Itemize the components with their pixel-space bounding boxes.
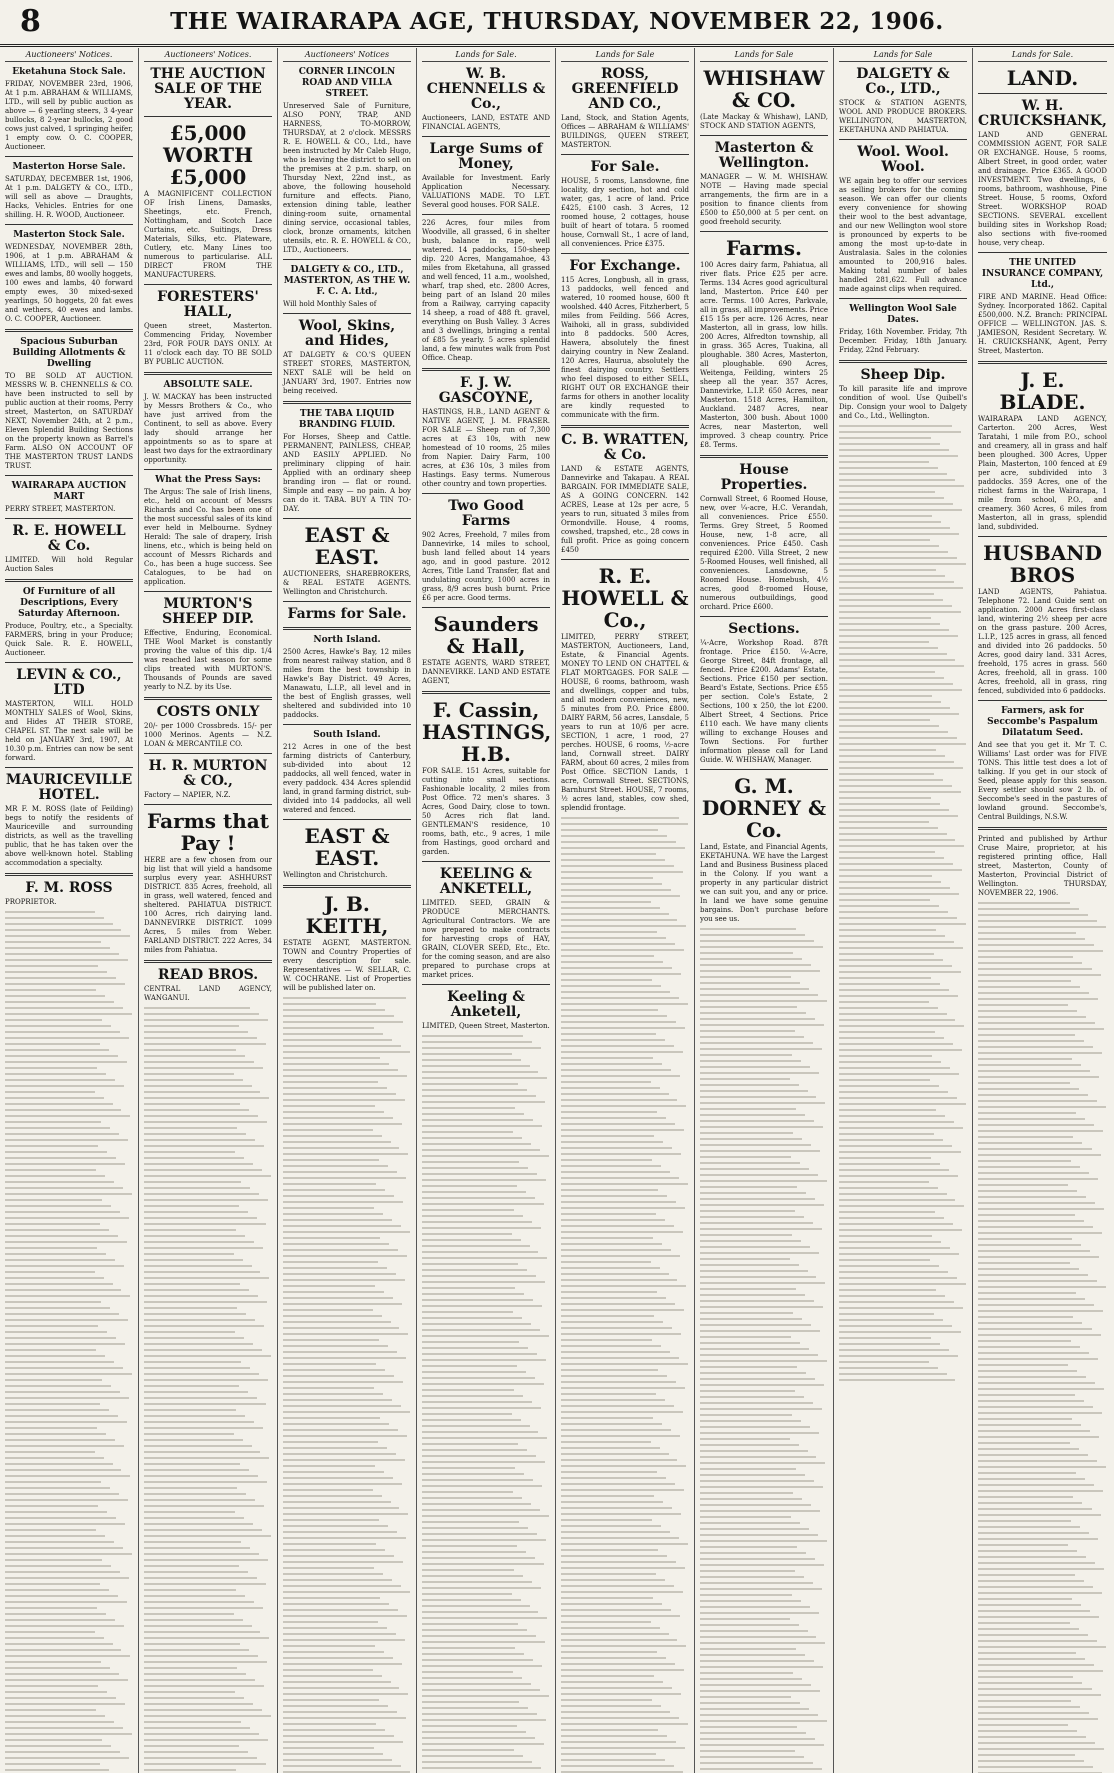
ad-body: WAIRARAPA LAND AGENCY, Carterton. 200 Acres, West Taratahi, 1 mile from P.O., school and creamery, all in grass and half been ploughed. 300 Acres, Upper Plain, Masterton, 100 fenced at £9 per acre, subdivided into 3 paddocks. 359 Acres, one of the richest farms in the Wairarapa, 1 mile from school, P.O., and creamery. 360 Acres, 6 miles from Masterton, all in grass, splendid land, subdivided. bbox=[978, 415, 1107, 531]
ad-heading: F. J. W. GASCOYNE, bbox=[438, 375, 534, 406]
text-filler bbox=[839, 425, 967, 1381]
advertisement bbox=[144, 597, 272, 692]
ad-body: Produce, Poultry, etc., a Specialty. FARMERS, bring in your Produce; Quick Sale. R. E. HOWELL, Auctioneer. bbox=[5, 622, 133, 657]
divider bbox=[5, 156, 133, 157]
advertisement bbox=[422, 376, 550, 489]
ad-heading: South Island. bbox=[313, 730, 381, 740]
divider bbox=[422, 136, 550, 137]
ad-heading: THE AUCTION SALE OF THE YEAR. bbox=[150, 66, 266, 112]
ad-body: A MAGNIFICENT COLLECTION OF Irish Linens, Damasks, Sheetings, etc. French, Nottingham, and Scotch Lace Curtains, etc. Suitings, Dress Materials, Silks, etc. Plateware, Cutlery, etc. Many Lines too numerous to particularise. ALL DIRECT FROM THE MANUFACTURERS. bbox=[144, 190, 272, 279]
divider bbox=[283, 601, 411, 602]
column-3 bbox=[278, 48, 417, 1773]
advertisement bbox=[978, 542, 1107, 696]
divider bbox=[422, 607, 550, 608]
ad-heading: House Properties. bbox=[720, 462, 808, 493]
divider bbox=[561, 425, 689, 428]
ad-heading: DALGETY & CO., LTD., MASTERTON, AS THE W. F. C. A. Ltd., bbox=[283, 265, 411, 297]
ad-heading: READ BROS. bbox=[157, 967, 259, 983]
divider bbox=[700, 455, 828, 458]
ad-heading: LAND. bbox=[1006, 66, 1079, 90]
ad-heading: HUSBAND BROS bbox=[983, 541, 1102, 587]
column-header: Lands for Sale bbox=[561, 50, 689, 62]
ad-heading: Wellington Wool Sale Dates. bbox=[849, 304, 957, 325]
masthead bbox=[0, 0, 1114, 47]
ad-body: Available for Investment. Early Application Necessary. VALUATIONS MADE. TO LET. Several good houses. FOR SALE. bbox=[422, 174, 550, 209]
ad-body: HERE are a few chosen from our big list that will yield a handsome surplus every year. ASHHURST DISTRICT. 835 Acres, freehold, all in grass, well watered, fenced and sheltered. PAHIATUA DISTRICT. 100 Acres, rich dairying land. DANNEVIRKE DISTRICT. 1099 Acres, 5 miles from Weber. FARLAND DISTRICT. 222 Acres, 34 miles from Pahiatua. bbox=[144, 856, 272, 954]
ad-body: MR F. M. ROSS (late of Feilding) begs to notify the residents of Mauriceville and surrounding districts, as well as the travelling public, that he has taken over the above well-known hotel. Stabling accommodation a specialty. bbox=[5, 805, 133, 867]
column-6 bbox=[695, 48, 834, 1773]
column-5 bbox=[556, 48, 695, 1773]
divider bbox=[978, 93, 1107, 94]
advertisement bbox=[5, 337, 133, 471]
advertisement bbox=[561, 565, 689, 813]
advertisement bbox=[5, 668, 133, 763]
divider bbox=[283, 518, 411, 519]
divider bbox=[839, 298, 967, 299]
divider bbox=[144, 469, 272, 470]
ad-heading: Farms for Sale. bbox=[287, 606, 407, 622]
ad-body: LAND AGENTS, Pahiatua. Telephone 72. Land Guide sent on application. 2000 Acres first-class land, wintering 2½ sheep per acre on the grass pasture. 200 Acres, L.I.P., 125 acres in grass, all fenced and divided into 26 paddocks. 50 Acres, good dairy land. 331 Acres, freehold, 175 acres in grass. 560 Acres, freehold, all in grass. 100 Acres, freehold, all in grass, ring fenced, subdivided into 6 paddocks. bbox=[978, 588, 1107, 695]
ad-body: 212 Acres in one of the best farming districts of Canterbury, sub-divided into about 12 paddocks, all well fenced, water in every paddock. 434 Acres splendid land, in grand farming district, sub-divided into 14 paddocks, all well watered and fenced. bbox=[283, 743, 411, 814]
ad-body: 902 Acres, Freehold, 7 miles from Dannevirke, 14 miles to school, bush land felled about 14 years ago, and in good pasture. 2012 Acres, Title Land Transfer, flat and undulating country, 1000 acres in grass, 8/9 acres bush burnt. Price £6 per acre. Good terms. bbox=[422, 531, 550, 602]
advertisement bbox=[422, 867, 550, 980]
advertisement bbox=[978, 706, 1107, 822]
ad-heading: G. M. DORNEY & Co. bbox=[701, 774, 827, 842]
advertisement bbox=[283, 635, 411, 720]
ad-heading: Farmers, ask for Seccombe's Paspalum Dilatatum Seed. bbox=[987, 706, 1098, 738]
ad-heading: THE TABA LIQUID BRANDING FLUID. bbox=[298, 409, 396, 430]
column-header: Lands for Sale bbox=[700, 50, 828, 62]
divider bbox=[700, 135, 828, 136]
ad-body: LIMITED. Will hold Regular Auction Sales bbox=[5, 556, 133, 573]
ad-body: Auctioneers, LAND, ESTATE AND FINANCIAL AGENTS, bbox=[422, 114, 550, 131]
advertisement bbox=[5, 230, 133, 324]
divider bbox=[144, 284, 272, 285]
newspaper-title: THE WAIRARAPA AGE, THURSDAY, NOVEMBER 22, 1906. bbox=[170, 8, 944, 35]
advertisement bbox=[700, 237, 828, 450]
ad-heading: COSTS ONLY bbox=[156, 704, 260, 720]
ad-heading: WAIRARAPA AUCTION MART bbox=[11, 481, 127, 502]
advertisement bbox=[561, 433, 689, 555]
advertisement bbox=[839, 67, 967, 135]
advertisement bbox=[422, 990, 550, 1031]
divider bbox=[5, 475, 133, 476]
advertisement bbox=[978, 99, 1107, 248]
advertisement bbox=[978, 835, 1107, 898]
ad-body: Will hold Monthly Sales of bbox=[283, 300, 377, 308]
column-header: Auctioneers' Notices. bbox=[5, 50, 133, 62]
column-1 bbox=[0, 48, 139, 1773]
divider bbox=[5, 662, 133, 663]
advertisement bbox=[144, 475, 272, 587]
ad-heading: Spacious Suburban Building Allotments & Dwelling bbox=[12, 337, 126, 369]
ad-heading: Farms. bbox=[726, 236, 802, 260]
divider bbox=[144, 960, 272, 963]
advertisement bbox=[283, 730, 411, 815]
ad-body: 115 Acres, Longbush, all in grass, 13 paddocks, well fenced and watered, 10 roomed house, 600 ft woolshed. 440 Acres, Fitzherbert, 5 miles from Feilding. 566 Acres, Waihoki, all in grass, subdivided into 8 paddocks. 500 Acres, Hawera, absolutely the finest dairying country in New Zealand. 120 Acres, Haurua, absolutely the finest dairying country. Settlers who feel disposed to either SELL, RIGHT OUT OR EXCHANGE their farms for others in another locality are kindly requested to communicate with the firm. bbox=[561, 276, 689, 419]
ad-body: STOCK & STATION AGENTS, WOOL AND PRODUCE BROKERS. WELLINGTON, MASTERTON, EKETAHUNA AND PAHIATUA. bbox=[839, 99, 967, 134]
divider bbox=[422, 861, 550, 862]
column-header: Lands for Sale bbox=[839, 50, 967, 62]
advertisement bbox=[144, 122, 272, 280]
ad-heading: FORESTERS' HALL, bbox=[157, 289, 259, 320]
advertisement bbox=[5, 67, 133, 152]
column-4 bbox=[417, 48, 556, 1773]
ad-heading: KEELING & ANKETELL, bbox=[439, 866, 533, 897]
advertisement bbox=[144, 380, 272, 465]
ad-heading: Sheep Dip. bbox=[860, 367, 946, 383]
ad-body: To kill parasite life and improve condition of wool. Use Quibell's Dip. Consign your wool to Dalgety and Co., Ltd., Wellington. bbox=[839, 385, 967, 420]
ad-heading: Sections. bbox=[728, 621, 800, 637]
divider bbox=[422, 493, 550, 494]
ad-body: Cornwall Street, 6 Roomed House, new, over ¼-acre, H.C. Verandah, all conveniences. Price £550. Terms. Grey Street, 5 Roomed House, new, 1-8 acre, all conveniences. Price £450. Cash required £200. Villa Street, 2 new 5-Roomed Houses, well finished, all conveniences. Lansdowne, 5 Roomed House. Homebush, 4½ acres, good 8-roomed House, numerous outbuildings, good orchard. Price £600. bbox=[700, 495, 828, 611]
advertisement bbox=[5, 524, 133, 574]
ad-heading: £5,000 WORTH £5,000 bbox=[163, 121, 253, 189]
ad-body: CENTRAL LAND AGENCY, WANGANUI. bbox=[144, 985, 272, 1002]
column-header: Auctioneers' Notices. bbox=[144, 50, 272, 62]
ad-body: PROPRIETOR. bbox=[5, 898, 57, 906]
ad-body: Effective, Enduring, Economical. THE Wool Market is constantly proving the value of this dip. 1/4 was reached last season for some clips treated with MURTON'S. Thousands of Pounds are saved yearly to N.Z. by its Use. bbox=[144, 629, 272, 691]
ad-heading: Of Furniture of all Descriptions, Every Saturday Afternoon. bbox=[18, 587, 120, 619]
divider bbox=[144, 804, 272, 805]
advertisement bbox=[561, 67, 689, 150]
ad-body: Wellington and Christchurch. bbox=[283, 871, 388, 879]
ad-body: ¼-Acre, Workshop Road. 87ft frontage. Price £150. ¼-Acre, George Street, 84ft frontage, all fenced. Price £200. Adams' Estate, Sections. Price £150 per section. Beard's Estate, Sections. Price £55 per section. Cole's Estate, 2 Sections, 100 x 250, the lot £200. Albert Street, 4 Sections. Price £110 each. We have many clients willing to exchange Houses and Town Sections. For further information please call for Land Guide. W. WHISHAW, Manager. bbox=[700, 639, 828, 764]
ad-heading: EAST & EAST. bbox=[304, 523, 390, 569]
advertisement bbox=[978, 369, 1107, 532]
ad-body: HOUSE, 5 rooms, Lansdowne, fine locality, dry section, hot and cold water, gas, 1 acre of land. Price £425, £100 cash. 3 Acres, 12 roomed house, 2 cottages, house built of heart of totara. 5 roomed house, Cornwall St., 1 acre of land, all conveniences. Price £375. bbox=[561, 177, 689, 248]
ad-heading: For Exchange. bbox=[569, 258, 681, 274]
ad-body: 226 Acres, four miles from Woodville, all grassed, 6 in shelter bush, balance in rape, well watered. 14 paddocks, 150-sheep dip. 220 Acres, Mangamahoe, 43 miles from Eketahuna, all grassed and well fenced, 11 a.m., woolshed, wharf, trap shed, etc. 2800 Acres, being part of an Island 20 miles from a Railway, carrying capacity 14 sheep, a road of 488 ft. gravel, everything on Bush Valley. 3 Acres and 3 dwellings, bringing a rental of £85 5s yearly. 5 acres splendid land, a few minutes walk from Post Office. Cheap. bbox=[422, 219, 550, 362]
ad-heading: Masterton Horse Sale. bbox=[12, 162, 126, 172]
ad-heading: C. B. WRATTEN, & Co. bbox=[561, 432, 689, 463]
ad-heading: Saunders & Hall, bbox=[433, 612, 539, 658]
ad-heading: ABSOLUTE SALE. bbox=[163, 380, 253, 390]
advertisement bbox=[283, 825, 411, 880]
divider bbox=[561, 559, 689, 560]
advertisement bbox=[5, 587, 133, 658]
ad-body: Unreserved Sale of Furniture, ALSO PONY, TRAP, AND HARNESS, TO-MORROW, THURSDAY, at 2 o'clock. MESSRS R. E. HOWELL & CO., Ltd., have been instructed by Mr Caleb Hugo, who is leaving the district to sell on the premises at 2 p.m. sharp, on Thursday Next, 22nd inst., as above, the following household furniture and effects. Piano, extension dining table, leather dining-room suite, ornamental dining service, occasional tables, clock, bronze ornaments, kitchen utensils, etc. R. E. HOWELL & CO., LTD., Auctioneers. bbox=[283, 102, 411, 254]
ad-body: FOR SALE. 151 Acres, suitable for cutting into small sections. Fashionable locality, 2 miles from Post Office. 72 men's shares. 3 Acres, Good Dairy, close to town. 50 Acres rich flat land. GENTLEMAN'S residence, 10 rooms, bath, etc., 9 acres, 1 mile from Hastings, good orchard and garden. bbox=[422, 767, 550, 856]
ad-heading: Wool, Skins, and Hides, bbox=[298, 318, 396, 349]
divider bbox=[700, 616, 828, 617]
ad-heading: R. E. HOWELL & Co. bbox=[12, 523, 126, 554]
divider bbox=[700, 231, 828, 232]
ad-heading: J. B. KEITH, bbox=[305, 892, 389, 938]
divider bbox=[839, 360, 967, 363]
divider bbox=[144, 591, 272, 592]
divider bbox=[422, 984, 550, 985]
divider bbox=[422, 214, 550, 215]
ad-body: Land, Stock, and Station Agents, Offices — ABRAHAM & WILLIAMS' BUILDINGS, QUEEN STREET, MASTERTON. bbox=[561, 114, 689, 149]
ad-body: LIMITED, PERRY STREET, MASTERTON, Auctioneers, Land, Estate, & Financial Agents. MONEY TO LEND ON CHATTEL & FLAT MORTGAGES. FOR SALE — HOUSE, 6 rooms, bathroom, wash and dwellings, copper and tubs, and all modern conveniences, new, 5 minutes from P.O. Price £800. DAIRY FARM, 56 acres, Lansdale, 5 years to run at 10/6 per acre. SECTION, 1 acre, 1 rood, 27 perches. HOUSE, 6 rooms, ½-acre land, Cornwall street. DAIRY FARM, about 60 acres, 2 miles from Post Office. SECTION Lands, 1 acre, Cornwall Street. SECTIONS, Barnhurst Street. HOUSE, 7 rooms, ½ acres land, stables, cow shed, splendid frontage. bbox=[561, 633, 689, 812]
advertisement bbox=[561, 259, 689, 420]
ad-body: Friday, 16th November. Friday, 7th December. Friday, 18th January. Friday, 22nd February. bbox=[839, 328, 967, 354]
divider bbox=[978, 827, 1107, 830]
advertisement bbox=[5, 481, 133, 514]
divider bbox=[978, 361, 1107, 364]
advertisement bbox=[839, 304, 967, 355]
ad-heading: For Sale. bbox=[590, 159, 660, 175]
advertisement bbox=[700, 67, 828, 131]
ad-heading: W. H. CRUICKSHANK, bbox=[978, 98, 1107, 129]
advertisement bbox=[422, 67, 550, 132]
ad-heading: F. M. ROSS bbox=[25, 880, 113, 896]
ad-body: WEDNESDAY, NOVEMBER 28th, 1906, at 1 p.m. ABRAHAM & WILLIAMS, LTD., will sell — 150 ewes and lambs, 80 woolly hoggets, 100 ewes and lambs, 40 forward empty ewes, 30 mixed-sexed yearlings, 50 hoggets, 20 fat ewes and wethers, 40 ewes and lambs. O. C. COOPER, Auctioneer. bbox=[5, 243, 133, 323]
ad-heading: Masterton Stock Sale. bbox=[13, 230, 125, 240]
divider bbox=[700, 769, 828, 770]
advertisement bbox=[422, 613, 550, 686]
divider bbox=[144, 116, 272, 117]
ad-body: MASTERTON, WILL HOLD MONTHLY SALES of Wool, Skins, and Hides AT THEIR STORE, CHAPEL ST. The next sale will be held on JANUARY 3rd, 1907, At 10.30 p.m. Entries can now be sent forward. bbox=[5, 700, 133, 762]
ad-body: MANAGER — W. M. WHISHAW. NOTE — Having made special arrangements, the firm are in a position to finance clients from £500 to £50,000 at 5 per cent. on good freehold security. bbox=[700, 173, 828, 226]
advertisement bbox=[422, 142, 550, 210]
column-7 bbox=[834, 48, 973, 1773]
ad-body: LAND & ESTATE AGENTS, Dannevirke and Takapau. A REAL BARGAIN. FOR IMMEDIATE SALE, AS A GOING CONCERN. 142 ACRES, Lease at 12s per acre, 5 years to run, situated 3 miles from Ormondville. House, 4 rooms, cowshed, trapshed, etc., 28 cows in full profit. Price as going concern £450 bbox=[561, 465, 689, 554]
divider bbox=[283, 819, 411, 820]
advertisement bbox=[978, 258, 1107, 356]
ad-body: Factory — NAPIER, N.Z. bbox=[144, 791, 231, 799]
ad-heading: J. E. BLADE. bbox=[999, 368, 1086, 414]
text-filler bbox=[700, 928, 828, 1773]
ad-body: 20/- per 1000 Crossbreds. 15/- per 1000 Merinos. Agents — N.Z. LOAN & MERCANTILE CO. bbox=[144, 722, 272, 748]
advertisement bbox=[839, 368, 967, 421]
ad-heading: EAST & EAST. bbox=[304, 824, 390, 870]
advertisement bbox=[422, 219, 550, 363]
ad-body: And see that you get it. Mr T. C. Williams' Last order was for FIVE TONS. This little test does a lot of talking. If you get in our stock of Seed, please apply for this season. Every settler should sow 2 lb. of Seccombe's seed in the pastures of lowland ground. Seccombe's, Central Buildings, N.S.W. bbox=[978, 741, 1107, 821]
ad-heading: Masterton & Wellington. bbox=[714, 140, 814, 171]
columns-container bbox=[0, 48, 1114, 1773]
advertisement bbox=[283, 893, 411, 993]
ad-body: 100 Acres dairy farm, Pahiatua, all river flats. Price £25 per acre. Terms. 134 Acres good agricultural land, Masterton. Price £40 per acre. Terms. 100 Acres, Parkvale, all in grass, all improvements. Price £15 15s per acre. 126 Acres, near Masterton, all in grass, low hills. 200 Acres, Alfredton township, all in grass. 365 Acres, Tuakina, all ploughable. 380 Acres, Masterton, all ploughable. 690 Acres, Weitenga, Feilding, winters 25 sheep all the year. 357 Acres, Dannevirke, L.I.P. 650 Acres, near Masterton. 1518 Acres, Hamilton, Auckland. 2487 Acres, near Masterton, 300 bush. About 1000 Acres, near Masterton, well improved. 3 cheap country. Price £8. Terms. bbox=[700, 261, 828, 449]
ad-heading: H. R. MURTON & CO., bbox=[148, 758, 268, 789]
ad-body: WE again beg to offer our services as selling brokers for the coming season. We can offer our clients every convenience for showing their wool to the best advantage, and our new Wellington wool store is pronounced by experts to be among the most up-to-date in Australasia. Sales in the colonies amounted to 200,916 bales. Making total number of bales handled 281,622. Full advance made against clips when required. bbox=[839, 177, 967, 293]
ad-body: ESTATE AGENTS, WARD STREET, DANNEVIRKE. LAND AND ESTATE AGENT, bbox=[422, 659, 550, 685]
divider bbox=[5, 329, 133, 332]
divider bbox=[283, 401, 411, 404]
advertisement bbox=[700, 775, 828, 924]
advertisement bbox=[144, 759, 272, 800]
ad-heading: Keeling & Anketell, bbox=[447, 989, 525, 1020]
column-8 bbox=[973, 48, 1112, 1773]
advertisement bbox=[422, 699, 550, 857]
ad-heading: Wool. Wool. Wool. bbox=[857, 144, 949, 175]
divider bbox=[422, 691, 550, 694]
ad-heading: THE UNITED INSURANCE COMPANY, Ltd., bbox=[981, 258, 1104, 290]
divider bbox=[839, 139, 967, 140]
ad-body: AT DALGETY & CO.'S QUEEN STREET STORES, MASTERTON, NEXT SALE will be held on JANUARY 3rd, 1907. Entries now being received. bbox=[283, 351, 411, 395]
ad-body: LIMITED, Queen Street, Masterton. bbox=[422, 1022, 550, 1030]
advertisement bbox=[283, 409, 411, 514]
advertisement bbox=[144, 67, 272, 112]
divider bbox=[422, 368, 550, 371]
advertisement bbox=[144, 705, 272, 749]
text-filler bbox=[978, 902, 1107, 1773]
ad-body: HASTINGS, H.B., LAND AGENT & NATIVE AGENT, J. M. FRASER. FOR SALE — Sheep run of 7,300 acres at £3 10s, with new homestead of 10 rooms, 25 miles from Napier. Dairy Farm, 100 acres, at £36 10s, 3 miles from Hastings. Easy terms. Numerous other country and town properties. bbox=[422, 408, 550, 488]
ad-body: Land, Estate, and Financial Agents, EKETAHUNA. WE have the Largest Land and Business Business placed in the Colony. If you want a property in any particular district we can suit you, and any or price. In land we have some genuine bargains. Don't purchase before you see us. bbox=[700, 843, 828, 923]
advertisement bbox=[5, 773, 133, 868]
divider bbox=[5, 224, 133, 225]
ad-heading: WHISHAW & CO. bbox=[703, 66, 825, 112]
divider bbox=[5, 579, 133, 582]
divider bbox=[978, 252, 1107, 253]
ad-heading: R. E. HOWELL & Co., bbox=[561, 564, 689, 632]
advertisement bbox=[422, 499, 550, 603]
ad-heading: LEVIN & CO., LTD bbox=[16, 667, 122, 698]
ad-body: AUCTIONEERS, SHAREBROKERS, & REAL ESTATE AGENTS. Wellington and Christchurch. bbox=[283, 570, 411, 596]
divider bbox=[144, 372, 272, 375]
divider bbox=[283, 313, 411, 314]
advertisement bbox=[700, 622, 828, 765]
ad-body: SATURDAY, DECEMBER 1st, 1906, At 1 p.m. DALGETY & CO., LTD., will sell as above — Draughts, Hacks, Vehicles. Entries for one shilling. H. R. WOOD, Auctioneer. bbox=[5, 175, 133, 219]
divider bbox=[561, 253, 689, 254]
divider bbox=[5, 518, 133, 519]
ad-body: ESTATE AGENT, MASTERTON. TOWN and Country Properties of every description for sale. Representatives — W. SELLAR, C. W. COCHRANE. List of Properties will be published later on. bbox=[283, 939, 411, 992]
advertisement bbox=[144, 810, 272, 955]
advertisement bbox=[283, 607, 411, 622]
text-filler bbox=[144, 1007, 272, 1773]
advertisement bbox=[700, 463, 828, 612]
ad-heading: MAURICEVILLE HOTEL. bbox=[5, 772, 133, 803]
text-filler bbox=[5, 911, 133, 1773]
ad-body: FIRE AND MARINE. Head Office: Sydney. Incorporated 1862. Capital £500,000. N.Z. Branch: PRINCIPAL OFFICE — WELLINGTON. JAS. S. JAMIESON, Resident Secretary. W. H. CRUICKSHANK, Agent, Perry Street, Masterton. bbox=[978, 293, 1107, 355]
column-header: Auctioneers' Notices bbox=[283, 50, 411, 62]
divider bbox=[283, 259, 411, 260]
ad-body: PERRY STREET, MASTERTON. bbox=[5, 505, 116, 513]
ad-body: 2500 Acres, Hawke's Bay, 12 miles from nearest railway station, and 8 miles from the best township in Hawke's Bay District. 49 Acres, Manawatu, L.I.P., all level and in the best of English grasses, well sheltered and subdivided into 10 paddocks. bbox=[283, 648, 411, 719]
ad-body: J. W. MACKAY has been instructed by Messrs Brothers & Co., who have just arrived from the Continent, to sell as above. Every lady should arrange her appointments so as to spare at least two days for the extraordinary opportunity. bbox=[144, 393, 272, 464]
ad-heading: W. B. CHENNELLS & Co., bbox=[426, 66, 546, 112]
advertisement bbox=[561, 160, 689, 249]
advertisement bbox=[5, 881, 133, 907]
divider bbox=[978, 700, 1107, 701]
text-filler bbox=[561, 817, 689, 1773]
ad-heading: Eketahuna Stock Sale. bbox=[12, 67, 126, 77]
text-filler bbox=[422, 1035, 550, 1773]
advertisement bbox=[144, 968, 272, 1003]
advertisement bbox=[144, 290, 272, 367]
column-header: Lands for Sale. bbox=[978, 50, 1107, 62]
ad-heading: ROSS, GREENFIELD AND CO., bbox=[571, 66, 679, 112]
advertisement bbox=[283, 524, 411, 597]
divider bbox=[978, 536, 1107, 537]
ad-heading: Large Sums of Money, bbox=[429, 141, 543, 172]
ad-body: For Horses, Sheep and Cattle. PERMANENT, PAINLESS, CHEAP, AND EASILY APPLIED. No preliminary clipping of hair. Applied with an ordinary sheep branding iron — flat or round. Simple and easy — no pain. A boy can do it. TABA. BUY A TIN TO-DAY. bbox=[283, 433, 411, 513]
text-filler bbox=[283, 997, 411, 1773]
advertisement bbox=[5, 162, 133, 220]
ad-heading: DALGETY & Co., LTD., bbox=[856, 66, 950, 97]
advertisement bbox=[283, 319, 411, 396]
advertisement bbox=[839, 145, 967, 294]
ad-body: (Late Mackay & Whishaw), LAND, STOCK AND STATION AGENTS, bbox=[700, 113, 828, 130]
divider bbox=[561, 154, 689, 155]
ad-heading: North Island. bbox=[313, 635, 381, 645]
ad-heading: Two Good Farms bbox=[448, 498, 524, 529]
ad-body: Queen street, Masterton. Commencing Friday, November 23rd, FOR FOUR DAYS ONLY. At 11 o'clock each day. TO BE SOLD BY PUBLIC AUCTION. bbox=[144, 322, 272, 366]
ad-body: LIMITED. SEED, GRAIN & PRODUCE MERCHANTS. Agricultural Contractors. We are now prepared to make contracts for harvesting crops of HAY, GRAIN, CLOVER SEED, Etc., Etc. for the coming season, and are also prepared to purchase crops at market prices. bbox=[422, 899, 550, 979]
divider bbox=[5, 873, 133, 876]
ad-body: Printed and published by Arthur Cruse Maire, proprietor, at his registered printing office, Hall street, Masterton, County of Masterton, Provincial District of Wellington. THURSDAY, NOVEMBER 22, 1906. bbox=[978, 835, 1107, 897]
advertisement bbox=[978, 67, 1107, 89]
divider bbox=[5, 767, 133, 768]
ad-heading: MURTON'S SHEEP DIP. bbox=[162, 596, 254, 627]
divider bbox=[283, 724, 411, 725]
ad-heading: What the Press Says: bbox=[155, 475, 261, 485]
column-2 bbox=[139, 48, 278, 1773]
ad-heading: Farms that Pay ! bbox=[147, 809, 269, 855]
ad-heading: F. Cassin, HASTINGS, H.B. bbox=[422, 698, 552, 766]
advertisement bbox=[700, 141, 828, 227]
ad-heading: CORNER LINCOLN ROAD AND VILLA STREET. bbox=[298, 67, 396, 99]
divider bbox=[144, 753, 272, 754]
page-number: 8 bbox=[20, 4, 41, 39]
ad-body: LAND AND GENERAL COMMISSION AGENT, FOR SALE OR EXCHANGE. House, 5 rooms, Albert Street, in good order, water and drainage. Price £365. A GOOD INVESTMENT. Two dwellings, 6 rooms, bathroom, washhouse, Pine Street. House, 5 rooms, Oxford Street. WORKSHOP ROAD SECTIONS. SEVERAL excellent building sites in Workshop Road; also sections with five-roomed house, very cheap. bbox=[978, 131, 1107, 247]
divider bbox=[283, 885, 411, 888]
column-header: Lands for Sale. bbox=[422, 50, 550, 62]
ad-body: TO BE SOLD AT AUCTION. MESSRS W. B. CHENNELLS & CO. have been instructed to sell by public auction at their rooms, Perry street, Masterton, on SATURDAY NEXT, November 24th, at 2 p.m., Eleven Splendid Building Sections on the property known as Barrel's Farm. ALSO ON ACCOUNT OF THE MASTERTON TRUST LANDS TRUST. bbox=[5, 372, 133, 470]
advertisement bbox=[283, 67, 411, 255]
divider bbox=[283, 627, 411, 630]
ad-body: FRIDAY, NOVEMBER 23rd, 1906, At 1 p.m. ABRAHAM & WILLIAMS, LTD., will sell by public auction as above — 6 yearling steers, 3 4-year bullocks, 8 2-year bullocks, 2 good cows just calved, 1 springing heifer, 1 empty cow. O. C. COOPER, Auctioneer. bbox=[5, 80, 133, 151]
divider bbox=[144, 697, 272, 700]
advertisement bbox=[283, 265, 411, 309]
ad-body: The Argus: The sale of Irish linens, etc., held on account of Messrs Richards and Co. has been one of the most successful sales of its kind ever held in Melbourne. Sydney Herald: The sale of drapery, Irish linens, etc., which is being held on account of Messrs Richards and Co., has been a huge success. See Catalogues, to be had on application. bbox=[144, 488, 272, 586]
